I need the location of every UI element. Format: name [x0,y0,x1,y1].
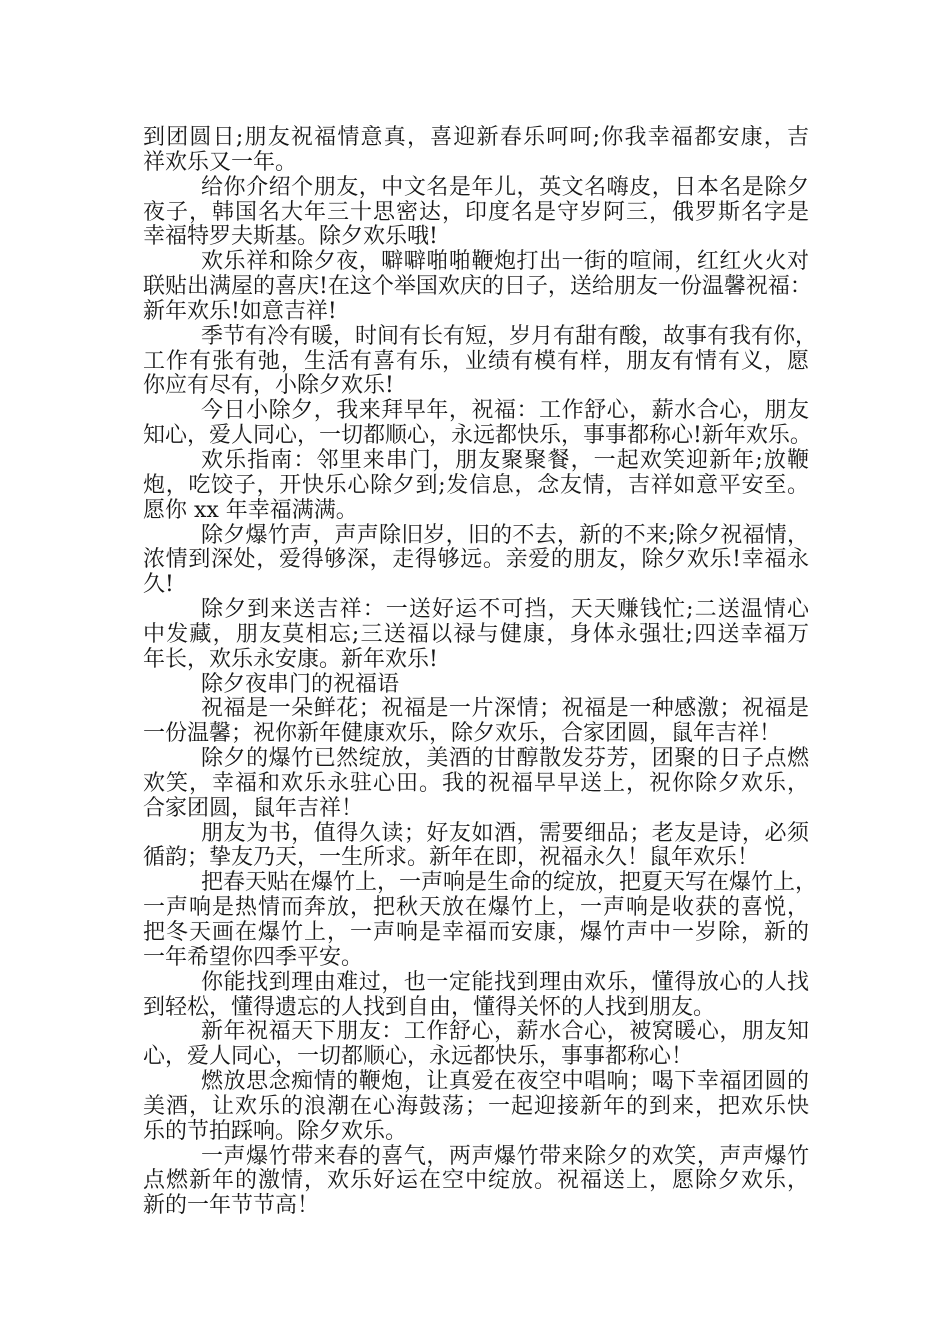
text-line: 联贴出满屋的喜庆!在这个举国欢庆的日子，送给朋友一份温馨祝福： [143,274,812,300]
paragraph [143,1145,809,1220]
paragraph [143,524,809,599]
text-line: 乐的节拍踩响。除夕欢乐。 [143,1118,408,1144]
text-line: 美酒，让欢乐的浪潮在心海鼓荡；一起迎接新年的到来，把欢乐快 [143,1093,809,1119]
text-line: 祝福是一朵鲜花；祝福是一片深情；祝福是一种感激；祝福是 [201,696,809,722]
text-line: 幸福特罗夫斯基。除夕欢乐哦! [143,224,438,250]
paragraph [143,1020,809,1070]
paragraph [143,398,812,449]
text-line: 祥欢乐又一年。 [143,149,298,175]
text-line: 浓情到深处，爱得够深，走得够远。亲爱的朋友，除夕欢乐!幸福永 [143,547,809,573]
text-line: 给你介绍个朋友，中文名是年儿，英文名嗨皮，日本名是除夕 [201,174,809,200]
text-line: 心，爱人同心，一切都顺心，永远都快乐，事事都称心！ [143,1044,694,1070]
paragraph [143,1070,809,1145]
paragraph [143,176,809,251]
text-line: 欢乐指南：邻里来串门，朋友聚聚餐，一起欢笑迎新年;放鞭 [201,447,809,473]
text-line: 新年祝福天下朋友：工作舒心，薪水合心，被窝暖心，朋友知 [201,1019,809,1045]
text-line: 欢笑，幸福和欢乐永驻心田。我的祝福早早送上，祝你除夕欢乐， [143,770,809,796]
text-line: 你能找到理由难过，也一定能找到理由欢乐，懂得放心的人找 [201,969,809,995]
text-line: 季节有冷有暖，时间有长有短，岁月有甜有酸，故事有我有你， [201,323,818,349]
text-line: 点燃新年的激情，欢乐好运在空中绽放。祝福送上，愿除夕欢乐， [143,1168,809,1194]
text-line: 你应有尽有，小除夕欢乐! [143,373,394,399]
paragraph [143,449,809,524]
text-line: 愿你 xx 年幸福满满。 [143,497,358,523]
text-line: 夜子，韩国名大年三十思密达，印度名是守岁阿三，俄罗斯名字是 [143,199,809,225]
text-line: 年长，欢乐永安康。新年欢乐! [143,646,438,672]
text-line: 炮，吃饺子，开快乐心除夕到;发信息，念友情，吉祥如意平安至。 [143,472,809,498]
document-body [143,125,818,1219]
paragraph [143,598,809,673]
paragraph [143,249,812,325]
text-line: 一年希望你四季平安。 [143,944,364,970]
paragraph [143,870,818,970]
text-line: 一声爆竹带来春的喜气，两声爆竹带来除夕的欢笑，声声爆竹 [201,1143,809,1169]
text-line: 把冬天画在爆竹上，一声响是幸福而安康，爆竹声中一岁除，新的 [143,920,809,945]
paragraph [143,697,809,747]
paragraph [143,323,818,400]
text-line: 除夕的爆竹已然绽放，美酒的甘醇散发芬芳，团聚的日子点燃 [201,746,809,772]
paragraph [143,822,809,872]
text-line: 知心，爱人同心，一切都顺心，永远都快乐，事事都称心!新年欢乐。 [143,423,812,449]
text-line: 到团圆日;朋友祝福情意真，喜迎新春乐呵呵;你我幸福都安康，吉 [143,125,809,150]
paragraph [143,971,809,1021]
text-line: 一份温馨；祝你新年健康欢乐，除夕欢乐，合家团圆，鼠年吉祥！ [143,721,782,747]
text-line: 朋友为书，值得久读；好友如酒，需要细品；老友是诗，必须 [201,820,809,846]
text-line: 欢乐祥和除夕夜，噼噼啪啪鞭炮打出一街的喧闹，红红火火对 [201,249,809,275]
text-line: 新的一年节节高！ [143,1193,320,1219]
text-line: 合家团圆，鼠年吉祥！ [143,795,364,821]
text-line: 燃放思念痴情的鞭炮，让真爱在夜空中唱响；喝下幸福团圆的 [201,1069,809,1095]
text-line: 工作有张有弛，生活有喜有乐，业绩有模有样，朋友有情有义，愿 [143,348,809,374]
text-line: 新年欢乐!如意吉祥! [143,298,337,324]
text-line: 除夕到来送吉祥：一送好运不可挡，天天赚钱忙;二送温情心 [201,597,809,623]
text-line: 除夕夜串门的祝福语 [201,671,400,697]
text-line: 今日小除夕，我来拜早年，祝福：工作舒心，薪水合心，朋友 [201,398,809,424]
text-line: 循韵；挚友乃天，一生所求。新年在即，祝福永久！鼠年欢乐！ [143,845,760,871]
paragraph [143,747,809,822]
text-line: 一声响是热情而奔放，把秋天放在爆竹上，一声响是收获的喜悦， [143,895,809,921]
paragraph [143,126,809,176]
text-line: 把春天贴在爆竹上，一声响是生命的绽放，把夏天写在爆竹上， [201,870,818,896]
text-line: 久! [143,572,174,598]
text-line: 中发藏，朋友莫相忘;三送福以禄与健康，身体永强壮;四送幸福万 [143,621,809,647]
section-heading [143,673,809,698]
text-line: 到轻松，懂得遗忘的人找到自由，懂得关怀的人找到朋友。 [143,994,716,1020]
text-line: 除夕爆竹声，声声除旧岁，旧的不去，新的不来;除夕祝福情， [201,522,809,548]
